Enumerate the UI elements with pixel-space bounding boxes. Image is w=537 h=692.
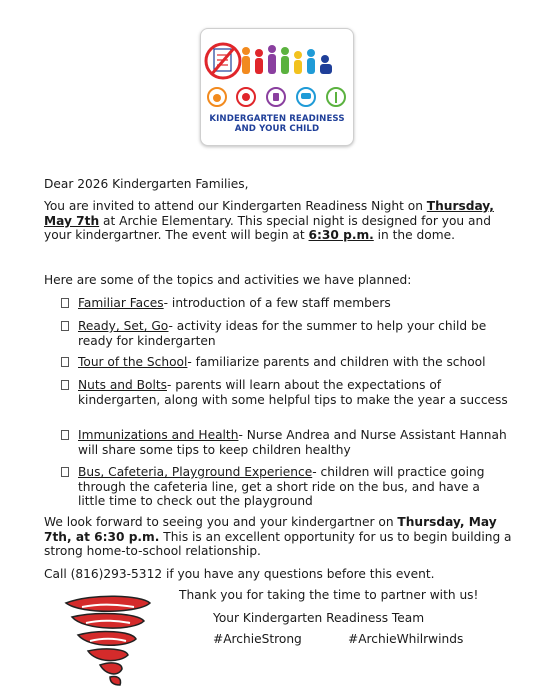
logo-title-line2: AND YOUR CHILD — [234, 124, 320, 134]
bullet-icon — [61, 467, 69, 477]
bullet-icon — [61, 321, 69, 331]
closing-paragraph — [44, 515, 514, 559]
fork-icon — [327, 88, 345, 106]
topics-intro: Here are some of the topics and activities we have planned: — [44, 273, 412, 287]
topic-title: Immunizations and Health — [78, 428, 239, 442]
topic-desc: - parents will learn about the expectations of kindergarten, along with some helpful tips to make the year a success — [78, 378, 508, 407]
logo-graphic — [201, 29, 353, 113]
children-figures-icon — [242, 45, 332, 74]
bullet-icon — [61, 298, 69, 308]
list-item — [78, 319, 510, 348]
hashtag-archie-strong: #ArchieStrong — [213, 632, 302, 646]
topic-desc: - children will practice going through the cafeteria line, get a short ride on the bus, and have a little time to check out the playground — [78, 465, 485, 509]
thank-you-line: Thank you for taking the time to partner with us! — [179, 588, 479, 602]
list-item — [78, 355, 510, 370]
call-line: Call (816)293-5312 if you have any questions before this event. — [44, 567, 435, 581]
head-icon — [237, 88, 255, 106]
bullet-icon — [61, 380, 69, 390]
topic-desc: - familiarize parents and children with the school — [187, 355, 486, 369]
intro-paragraph — [44, 199, 514, 243]
bullet-icon — [61, 357, 69, 367]
list-item — [78, 465, 510, 509]
intro-text-3: in the dome. — [373, 228, 455, 243]
topic-desc: - activity ideas for the summer to help your child be ready for kindergarten — [78, 319, 487, 348]
intro-text-2: at Archie Elementary. This special night is designed for you and your kindergartner. The event will begin at — [44, 213, 491, 243]
intro-text-1: You are invited to attend our Kindergarten Readiness Night on — [44, 199, 423, 213]
logo-title-line1: KINDERGARTEN READINESS — [209, 114, 345, 124]
list-item — [78, 428, 510, 457]
closing-date: Thursday, May 7th, at 6:30 p.m. — [44, 515, 497, 544]
topic-title: Ready, Set, Go — [78, 319, 169, 333]
whirlwind-mascot-icon — [62, 591, 154, 687]
team-signature: Your Kindergarten Readiness Team — [213, 611, 425, 625]
list-item — [78, 296, 510, 311]
list-item — [78, 378, 510, 407]
speech-bubble-icon — [297, 88, 315, 106]
greeting: Dear 2026 Kindergarten Families, — [44, 177, 249, 191]
topic-desc: - introduction of a few staff members — [163, 296, 391, 310]
hashtag-archie-whirlwinds: #ArchieWhilrwinds — [348, 632, 464, 646]
thumbs-up-icon — [267, 88, 285, 106]
bullet-icon — [61, 430, 69, 440]
closing-text-1: We look forward to seeing you and your kindergartner on — [44, 515, 398, 529]
event-time: 6:30 p.m. — [308, 228, 374, 243]
topic-desc: - Nurse Andrea and Nurse Assistant Hannah will share some tips to keep children healthy — [78, 428, 507, 457]
topic-title: Tour of the School — [78, 355, 188, 369]
topic-title: Nuts and Bolts — [78, 378, 167, 392]
event-date: Thursday, May 7th — [44, 199, 494, 228]
topic-title: Bus, Cafeteria, Playground Experience — [78, 465, 313, 479]
kindergarten-readiness-logo — [200, 28, 354, 146]
apple-icon — [208, 88, 226, 106]
topic-title: Familiar Faces — [78, 296, 164, 310]
closing-text-2: This is an excellent opportunity for us to begin building a strong home-to-school relationship. — [44, 529, 512, 559]
